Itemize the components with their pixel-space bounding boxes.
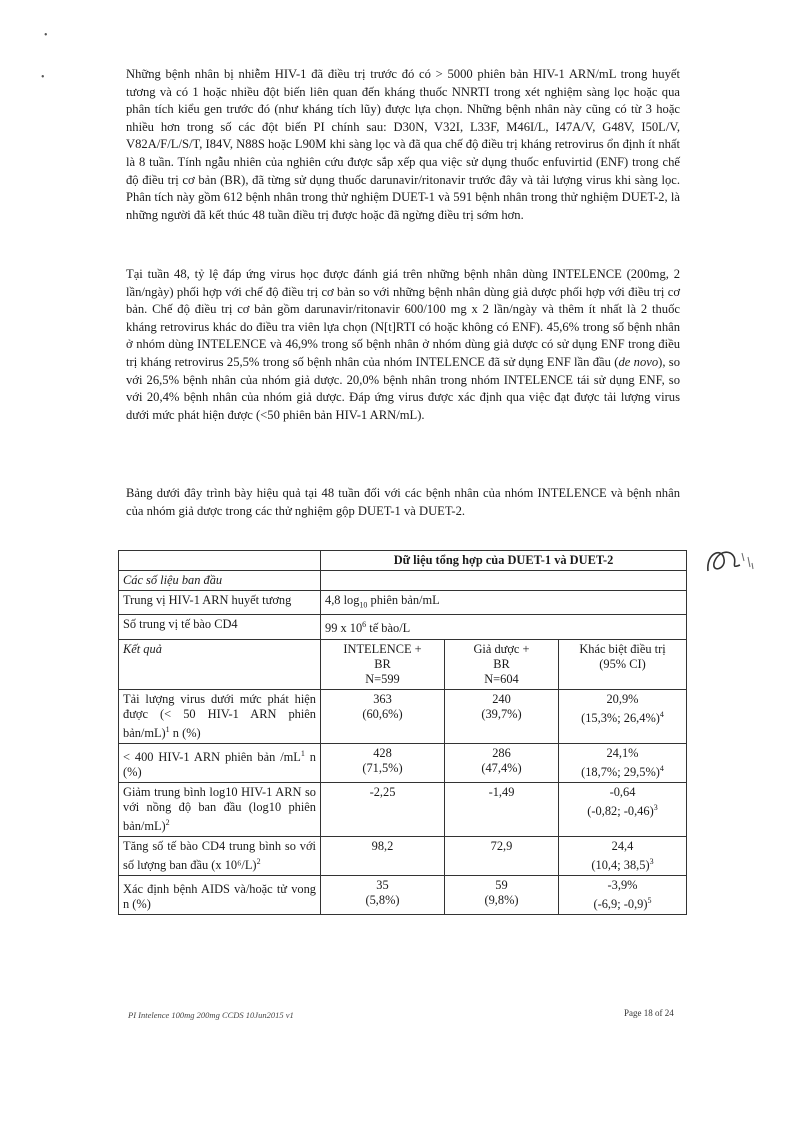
row-label: Tải lượng virus dưới mức phát hiện được (< 50 HIV-1 ARN phiên bản/mL)$^1$ n (%) <box>119 689 321 743</box>
p2-italic-term: de novo <box>618 354 659 369</box>
median-rna-row <box>119 591 687 615</box>
baseline-heading: Các số liệu ban đầu <box>119 571 321 591</box>
baseline-heading-row <box>119 571 687 591</box>
results-header-row <box>119 639 687 689</box>
table-row <box>119 876 687 915</box>
intelence-value: 35 (5,8%) <box>321 876 445 915</box>
difference-value: 24,1% (18,7%; 29,5%)$^4$ <box>559 743 687 782</box>
efficacy-table <box>118 550 687 915</box>
handwritten-mark-icon <box>700 533 760 593</box>
row-label: Xác định bệnh AIDS và/hoặc tử vong n (%) <box>119 876 321 915</box>
median-rna-label: Trung vị HIV-1 ARN huyết tương <box>119 591 321 615</box>
placebo-value: 240 (39,7%) <box>445 689 559 743</box>
table-row <box>119 689 687 743</box>
p2-text-before: Tại tuần 48, tỷ lệ đáp ứng virus học được đánh giá trên những bệnh nhân dùng INTELENCE (200mg, 2 lần/ngày) phối hợp với chế độ điều trị cơ bản so với những bệnh nhân dùng giả dược phối hợp với điều trị cơ bản. Chế độ điều trị cơ bản gồm darunavir/ritonavir 600/100 mg x 2 lần/ngày và thêm ít nhất là 2 thuốc kháng retrovirus khác do điều tra viên lựa chọn (N[t]RTI có hoặc không có ENF). 45,6% trong số bệnh nhân ở nhóm dùng INTELENCE và 46,9% trong số bệnh nhân ở nhóm dùng giả dược có sử dụng ENF trong điều trị kháng retrovirus 25,5% trong số bệnh nhân của nhóm INTELENCE đã sử dụng ENF lần đầu ( <box>126 267 680 369</box>
placebo-value: 59 (9,8%) <box>445 876 559 915</box>
cd4-value: 99 x $10^6$ tế bào/L <box>321 615 687 639</box>
table-title: Dữ liệu tổng hợp của DUET-1 và DUET-2 <box>321 551 687 571</box>
placebo-value: -1,49 <box>445 782 559 836</box>
results-heading: Kết quả <box>119 639 321 689</box>
table-row <box>119 743 687 782</box>
column-header-placebo: Giả dược + BR N=604 <box>445 639 559 689</box>
paragraph-week48-response <box>126 266 680 424</box>
table-corner-cell <box>119 551 321 571</box>
p2-text-after: ), so với 26,5% bệnh nhân của nhóm giả dược. 20,0% bệnh nhân trong nhóm INTELENCE tái sử dụng ENF, so với 20,4% bệnh nhân của nhóm giả dược. Đáp ứng virus được xác định qua việc đạt được tải lượng virus dưới mức phát hiện được (<50 phiên bản HIV-1 ARN/mL). <box>126 354 681 422</box>
intelence-value: -2,25 <box>321 782 445 836</box>
table-row <box>119 782 687 836</box>
column-header-intelence: INTELENCE + BR N=599 <box>321 639 445 689</box>
median-rna-value: 4,8 $\log_{10}$ phiên bản/mL <box>321 591 687 615</box>
row-label: Giảm trung bình log10 HIV-1 ARN so với nồng độ ban đầu (log10 phiên bản/mL)$^2$ <box>119 782 321 836</box>
cd4-label: Số trung vị tế bào CD4 <box>119 615 321 639</box>
intelence-value: 98,2 <box>321 836 445 875</box>
paragraph-table-intro: Bảng dưới đây trình bày hiệu quả tại 48 tuần đối với các bệnh nhân của nhóm INTELENCE và bệnh nhân của nhóm giả dược trong các thử nghiệm gộp DUET-1 và DUET-2. <box>126 486 680 518</box>
footer-page-number: Page 18 of 24 <box>624 1008 674 1018</box>
margin-dot: • <box>41 72 45 83</box>
column-header-difference: Khác biệt điều trị (95% CI) <box>559 639 687 689</box>
difference-value: 20,9% (15,3%; 26,4%)$^4$ <box>559 689 687 743</box>
intelence-value: 428 (71,5%) <box>321 743 445 782</box>
intelence-value: 363 (60,6%) <box>321 689 445 743</box>
difference-value: -0,64 (-0,82; -0,46)$^3$ <box>559 782 687 836</box>
paragraph-study-design: Những bệnh nhân bị nhiễm HIV-1 đã điều trị trước đó có > 5000 phiên bản HIV-1 ARN/mL trong huyết tương và có 1 hoặc nhiều đột biến liên quan đến kháng thuốc NNRTI trong xét nghiệm sàng lọc hoặc qua phân tích kiểu gen trước đó (như kháng tích lũy) được lựa chọn. Những bệnh nhân này cũng có từ 3 hoặc nhiều hơn trong số các đột biến PI chính sau: D30N, V32I, L33F, M46I/L, I47A/V, G48V, I50L/V, V82A/F/L/S/T, I84V, N88S hoặc L90M khi sàng lọc và đã qua chế độ điều trị kháng retrovirus ổn định ít nhất là 8 tuần. Tính ngẫu nhiên của nghiên cứu được sắp xếp qua việc sử dụng thuốc enfuvirtid (ENF) trong chế độ điều trị cơ bản (BR), đã từng sử dụng thuốc darunavir/ritonavir trước đây và tải lượng virus khi sàng lọc. Phân tích này gồm 612 bệnh nhân trong thử nghiệm DUET-1 và 591 bệnh nhân trong thử nghiệm DUET-2, là những người đã kết thúc 48 tuần điều trị được hoặc đã ngừng điều trị sớm hơn. <box>126 67 680 222</box>
table-row <box>119 836 687 875</box>
cd4-row <box>119 615 687 639</box>
difference-value: 24,4 (10,4; 38,5)$^3$ <box>559 836 687 875</box>
placebo-value: 72,9 <box>445 836 559 875</box>
difference-value: -3,9% (-6,9; -0,9)$^5$ <box>559 876 687 915</box>
row-label: Tăng số tế bào CD4 trung bình so với số lượng ban đầu (x 10⁶/L)$^2$ <box>119 836 321 875</box>
baseline-heading-empty <box>321 571 687 591</box>
table-title-row <box>119 551 687 571</box>
row-label: < 400 HIV-1 ARN phiên bản $/mL^1$ n (%) <box>119 743 321 782</box>
margin-dot: • <box>44 30 48 41</box>
placebo-value: 286 (47,4%) <box>445 743 559 782</box>
footer-document-id: PI Intelence 100mg 200mg CCDS 10Jun2015 v1 <box>128 1010 294 1020</box>
